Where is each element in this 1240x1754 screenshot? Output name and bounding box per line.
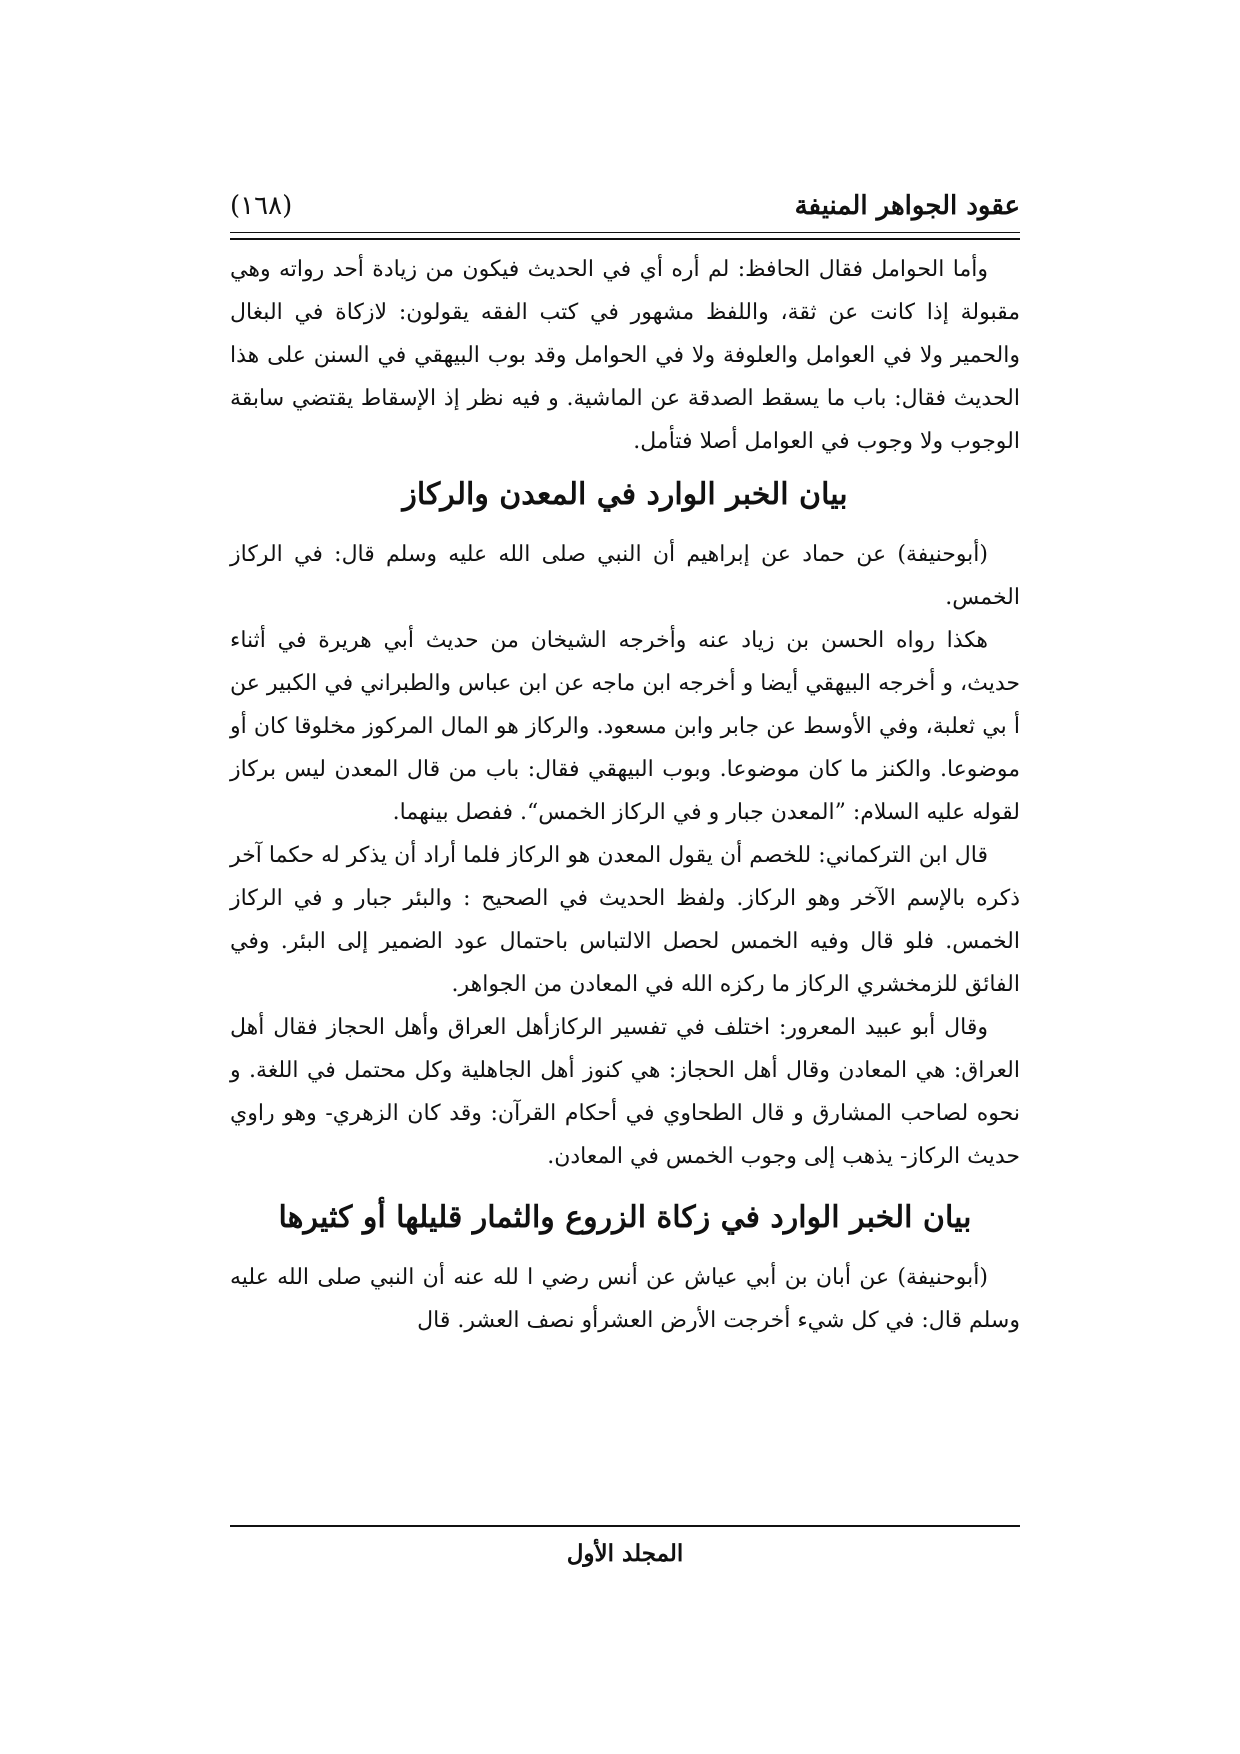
footer-divider	[230, 1525, 1020, 1527]
page-header	[230, 186, 1020, 226]
paragraph-hawamil: وأما الحوامل فقال الحافظ: لم أره أي في الحديث فيكون من زيادة أحد رواته وهي مقبولة إذا كانت عن ثقة، واللفظ مشهور في كتب الفقه يقولون: لازكاة في البغال والحمير ولا في العوامل والعلوفة ولا في الحوامل وقد بوب البيهقي في السنن على هذا الحديث فقال: باب ما يسقط الصدقة عن الماشية. و فيه نظر إذ الإسقاط يقتضي سابقة الوجوب ولا وجوب في العوامل أصلا فتأمل.	[230, 257, 1021, 454]
paragraph-narrations: هكذا رواه الحسن بن زياد عنه وأخرجه الشيخان من حديث أبي هريرة في أثناء حديث، و أخرجه البيهقي أيضا و أخرجه ابن ماجه عن ابن عباس والطبراني في الكبير عن أ بي ثعلبة، وفي الأوسط عن جابر وابن مسعود. والركاز هو المال المركوز مخلوقا كان أو موضوعا. والكنز ما كان موضوعا. وبوب البيهقي فقال: باب من قال المعدن ليس بركاز لقوله عليه السلام: ”المعدن جبار و في الركاز الخمس“. ففصل بينهما.	[230, 628, 1020, 825]
section-heading-crops: بيان الخبر الوارد في زكاة الزروع والثمار قليلها أو كثيرها	[278, 1200, 972, 1235]
section-heading-mining: بيان الخبر الوارد في المعدن والركاز	[402, 477, 848, 512]
paragraph-hadith-rikaz: (أبوحنيفة) عن حماد عن إبراهيم أن النبي صلى الله عليه وسلم قال: في الركاز الخمس.	[230, 542, 1020, 610]
paragraph-abu-ubaid: وقال أبو عبيد المعرور: اختلف في تفسير الركازأهل العراق وأهل الحجاز فقال أهل العراق: هي المعادن وقال أهل الحجاز: هي كنوز أهل الجاهلية وكل محتمل في اللغة. و نحوه لصاحب المشارق و قال الطحاوي في أحكام القرآن: وقد كان الزهري- وهو راوي حديث الركاز- يذهب إلى وجوب الخمس في المعادن.	[230, 1015, 1020, 1169]
body-text	[230, 248, 1020, 1342]
paragraph-ibn-turkmani: قال ابن التركماني: للخصم أن يقول المعدن هو الركاز فلما أراد أن يذكر له حكما آخر ذكره بالإسم الآخر وهو الركاز. ولفظ الحديث في الصحيح : والبئر جبار و في الركاز الخمس. فلو قال وفيه الخمس لحصل الالتباس باحتمال عود الضمير إلى البئر. وفي الفائق للزمخشري الركاز ما ركزه الله في المعادن من الجواهر.	[230, 843, 1020, 997]
book-title: عقود الجواهر المنيفة	[794, 191, 1020, 221]
page-number: (١٦٨)	[230, 191, 293, 221]
header-divider	[230, 232, 1020, 240]
volume-label: المجلد الأول	[566, 1540, 684, 1567]
paragraph-hadith-ushr: (أبوحنيفة) عن أبان بن أبي عياش عن أنس رضي ا لله عنه أن النبي صلى الله عليه وسلم قال: في كل شيء أخرجت الأرض العشرأو نصف العشر. قال	[230, 1265, 1020, 1333]
